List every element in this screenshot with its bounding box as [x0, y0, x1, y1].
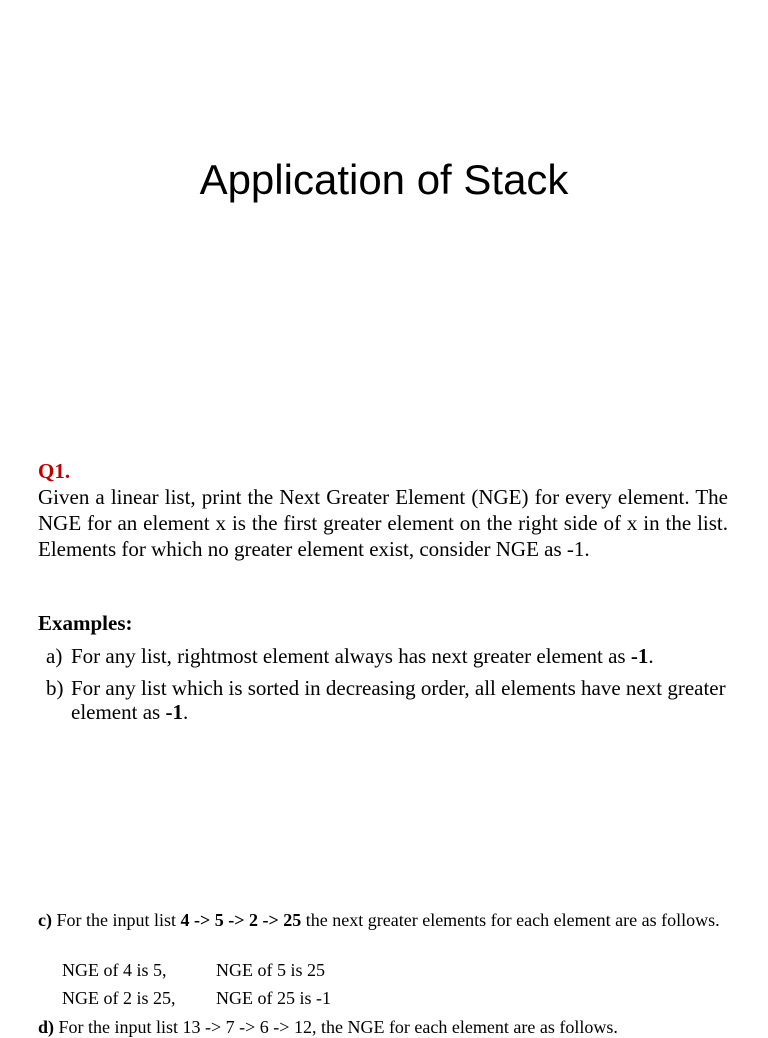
- example-marker: b): [46, 676, 64, 700]
- question-block: [38, 458, 728, 562]
- example-d-marker: d): [38, 1017, 55, 1037]
- example-c-list: 4 -> 5 -> 2 -> 25: [180, 910, 302, 930]
- example-d-text: For the input list 13 -> 7 -> 6 -> 12, the NGE for each element are as follows.: [54, 1017, 618, 1037]
- example-item-a: [46, 644, 736, 668]
- examples-heading: Examples:: [38, 611, 133, 635]
- question-label: Q1.: [38, 459, 71, 483]
- nge-row-2: [62, 987, 370, 1009]
- example-c-paragraph: [38, 909, 728, 931]
- example-c-marker: c): [38, 910, 52, 930]
- example-c-text-2: the next greater elements for each element are as follows.: [301, 910, 720, 930]
- example-text-tail: .: [648, 644, 654, 668]
- example-text: [71, 644, 736, 668]
- page-title: Application of Stack: [199, 156, 569, 203]
- example-text-bold: -1: [165, 700, 183, 724]
- nge-row-1: [62, 959, 370, 981]
- example-item-b: [46, 676, 736, 724]
- example-text-bold: -1: [630, 644, 649, 668]
- example-text: [71, 676, 736, 724]
- example-text-main: For any list, rightmost element always has next greater element as: [71, 644, 631, 668]
- example-list: [46, 644, 736, 732]
- nge-cell: NGE of 5 is 25: [216, 960, 325, 980]
- question-body: Given a linear list, print the Next Greater Element (NGE) for every element. The NGE for an element x is the first greater element on the right side of x in the list. Elements for which no greater element exist, consider NGE as -1.: [38, 485, 728, 561]
- example-text-tail: .: [182, 700, 189, 724]
- nge-cell: NGE of 2 is 25,: [62, 988, 176, 1008]
- example-d-paragraph: [38, 1016, 728, 1038]
- example-text-main: For any list which is sorted in decreasing order, all elements have next greater element as: [71, 676, 726, 724]
- nge-cell: NGE of 4 is 5,: [62, 960, 167, 980]
- example-marker: a): [46, 644, 63, 668]
- example-c-text-1: For the input list: [51, 910, 181, 930]
- nge-cell: NGE of 25 is -1: [216, 988, 331, 1008]
